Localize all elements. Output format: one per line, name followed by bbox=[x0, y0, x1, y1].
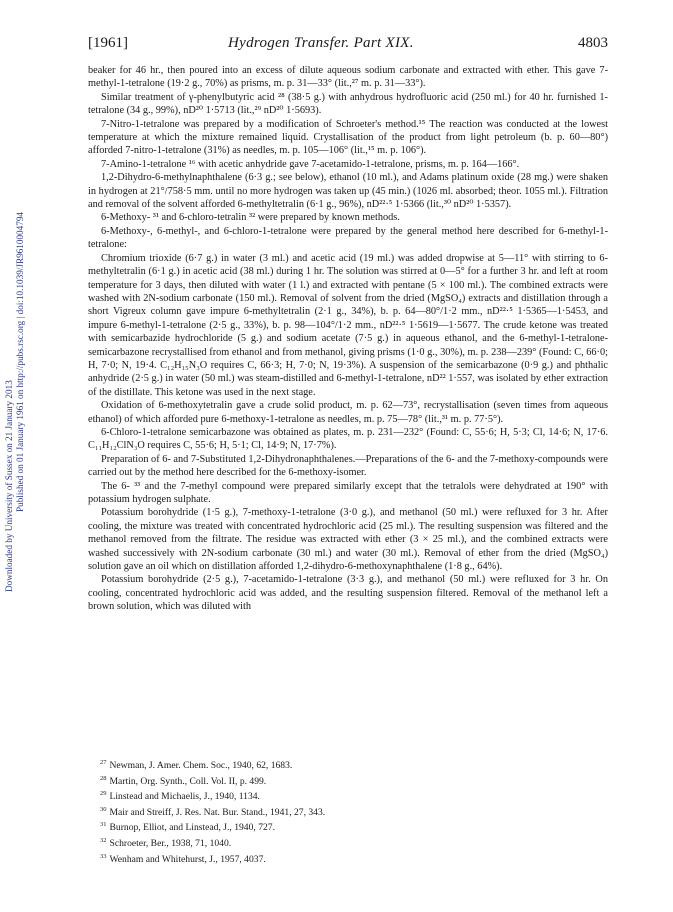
paragraph: Potassium borohydride (2·5 g.), 7-acetamido-1-tetralone (3·3 g.), and methanol (50 ml.) were refluxed for 3 hr. On cooling, concentrated hydrochloric acid was added, and the resulting suspension filtered. Removal of the methanol left a brown solution, which was diluted with bbox=[88, 574, 608, 613]
paragraph: 1,2-Dihydro-6-methylnaphthalene (6·3 g.; see below), ethanol (10 ml.), and Adams platinum oxide (28 mg.) were shaken in hydrogen at 21°/758·5 mm. until no more hydrogen was taken up (45 min.) (1026 ml. absorbed; theor. 1055 ml.). Filtration and removal of the solvent afforded 6-methyltetralin (6·1 g., 96%), nD²²·⁵ 1·5366 (lit.,³⁰ nD²⁰ 1·5357). bbox=[88, 172, 608, 211]
paragraph: Similar treatment of γ-phenylbutyric acid ²⁸ (38·5 g.) with anhydrous hydrofluoric acid (250 ml.) for 40 hr. furnished 1-tetralone (34 g., 99%), nD²⁰ 1·5713 (lit.,²⁹ nD²⁰ 1·5693). bbox=[88, 91, 608, 117]
footnote-text: Martin, Org. Synth., Coll. Vol. II, p. 499. bbox=[109, 775, 267, 787]
paragraph: 6-Chloro-1-tetralone semicarbazone was obtained as plates, m. p. 231—232° (Found: C, 55·6; H, 5·3; Cl, 14·6; N, 17·6. C₁₁H₁₂ClN₃O requires C, 55·6; H, 5·1; Cl, 14·9; N, 17·7%). bbox=[88, 426, 608, 452]
paragraph: 6-Methoxy- ³¹ and 6-chloro-tetralin ³² were prepared by known methods. bbox=[101, 212, 400, 224]
footnote bbox=[100, 835, 605, 851]
footnote-number: 30 bbox=[100, 805, 107, 813]
footnote bbox=[100, 757, 605, 773]
page-number: 4803 bbox=[578, 35, 608, 51]
paragraph: Chromium trioxide (6·7 g.) in water (3 ml.) and acetic acid (19 ml.) was added dropwise at 5—11° with stirring to 6-methyltetralin (6·1 g.) in acetic acid (38 ml.) during 1 hr. The solution was stirred at 0—5° for a further 3 hr. and left at room temperature for 3 days, then diluted with water (1 l.) and extracted with pentane (5 × 100 ml.). The combined extracts were washed with 2N-sodium carbonate (150 ml.). Removal of solvent from the dried (MgSO₄) extracts and distillation through a short Vigreux column gave impure 6-methyltetralin (2·1 g., 34%), b. p. 64—80°/1·2 mm., nD²²·⁵ 1·5365—1·5453, and impure 6-methyl-1-tetralone (2·5 g., 33%), b. p. 98—104°/1·2 mm., nD²²·⁵ 1·5619—1·5677. The crude ketone was treated with semicarbazide hydrochloride (5 g.) and sodium acetate (7·5 g.) in aqueous ethanol, and the 6-methyl-1-tetralone-semicarbazone recrystallised from ethanol and from methanol, giving prisms (1·0 g., 30%), m. p. 238—239° (Found: C, 66·0; H, 7·0; N, 19·4. C₁₂H₁₅N₃O requires C, 66·3; H, 7·0; N, 19·3%). A suspension of the semicarbazone (0·9 g.) and phthalic anhydride (2·5 g.) in water (50 ml.) was steam-distilled and 6-methyl-1-tetralone, nD²² 1·557, was isolated by ether extraction of the distillate. This ketone was used in the next stage. bbox=[88, 252, 608, 398]
footnote-text: Mair and Streiff, J. Res. Nat. Bur. Stand., 1941, 27, 343. bbox=[109, 806, 326, 818]
footnote-number: 32 bbox=[100, 836, 107, 844]
running-title: Hydrogen Transfer. Part XIX. bbox=[228, 35, 414, 51]
footnote-number: 28 bbox=[100, 774, 107, 782]
footnote bbox=[100, 773, 605, 789]
footnote-text: Schroeter, Ber., 1938, 71, 1040. bbox=[109, 838, 232, 850]
paragraph: 6-Methoxy-, 6-methyl-, and 6-chloro-1-tetralone were prepared by the general method here described for 6-methyl-1-tetralone: bbox=[88, 225, 608, 251]
journal-year: [1961] bbox=[88, 35, 128, 51]
footnote bbox=[100, 851, 605, 867]
footnote-text: Linstead and Michaelis, J., 1940, 1134. bbox=[109, 791, 260, 803]
footnote-number: 27 bbox=[100, 759, 107, 766]
footnote-text: Newman, J. Amer. Chem. Soc., 1940, 62, 1683. bbox=[109, 760, 293, 772]
footnote-number: 31 bbox=[100, 821, 107, 829]
download-notice: Downloaded by University of Sussex on 21 January 2013 bbox=[4, 380, 14, 592]
footnote-text: Burnop, Elliot, and Linstead, J., 1940, 727. bbox=[109, 822, 275, 834]
footnote bbox=[100, 819, 605, 835]
footnote-number: 33 bbox=[100, 852, 107, 860]
watermark-sidebar bbox=[0, 0, 28, 912]
footnote bbox=[100, 804, 605, 820]
paragraph: The 6- ³³ and the 7-methyl compound were prepared similarly except that the tetralols were dehydrated at 190° with potassium hydrogen sulphate. bbox=[88, 480, 608, 505]
paragraph: beaker for 46 hr., then poured into an excess of dilute aqueous sodium carbonate and extracted with ether. This gave 7-methyl-1-tetralone (19·2 g., 70%) as prisms, m. p. 31—33° (lit.,²⁷ m. p. 31—33°). bbox=[88, 65, 608, 90]
paragraph: 7-Amino-1-tetralone ¹⁶ with acetic anhydride gave 7-acetamido-1-tetralone, prisms, m. p. 164—166°. bbox=[101, 158, 520, 170]
footnote-text: Wenham and Whitehurst, J., 1957, 4037. bbox=[109, 853, 266, 865]
footnote-number: 29 bbox=[100, 790, 107, 798]
paragraph: 7-Nitro-1-tetralone was prepared by a modification of Schroeter's method.¹⁵ The reaction was conducted at the lowest temperature at which the mixture remained liquid. Crystallisation of the product from light petroleum (b. p. 60—80°) afforded 7-nitro-1-tetralone (31%) as needles, m. p. 105—106° (lit.,¹⁵ m. p. 106°). bbox=[88, 118, 608, 157]
paragraph: Preparation of 6- and 7-Substituted 1,2-Dihydronaphthalenes.—Preparations of the 6- and the 7-methoxy-compounds were carried out by the method here described for the 6-methoxy-isomer. bbox=[88, 453, 608, 479]
article-body bbox=[88, 64, 608, 614]
paragraph: Oxidation of 6-methoxytetralin gave a crude solid product, m. p. 62—73°, recrystallisation (seven times from aqueous ethanol) of which afforded pure 6-methoxy-1-tetralone as needles, m. p. 75—78° (lit.,³¹ m. p. 77·5°). bbox=[88, 400, 608, 425]
footnote bbox=[100, 788, 605, 804]
paragraph: Potassium borohydride (1·5 g.), 7-methoxy-1-tetralone (3·0 g.), and methanol (50 ml.) were refluxed for 3 hr. After cooling, the mixture was treated with concentrated hydrochloric acid (25 ml.). The resulting suspension was filtered and the methanol removed from the filtrate. The residue was extracted with ether (3 × 25 ml.), and the combined extracts were washed successively with 2N-sodium carbonate (30 ml.) and water (30 ml.). Removal of ether from the dried (MgSO₄) solution gave an oil which on distillation afforded 1,2-dihydro-6-methoxynaphthalene (1·8 g., 64%). bbox=[88, 507, 608, 573]
publication-notice[interactable]: Published on 01 January 1961 on http://pubs.rsc.org | doi:10.1039/JR9610004794 bbox=[15, 211, 25, 512]
footnotes bbox=[100, 757, 605, 866]
